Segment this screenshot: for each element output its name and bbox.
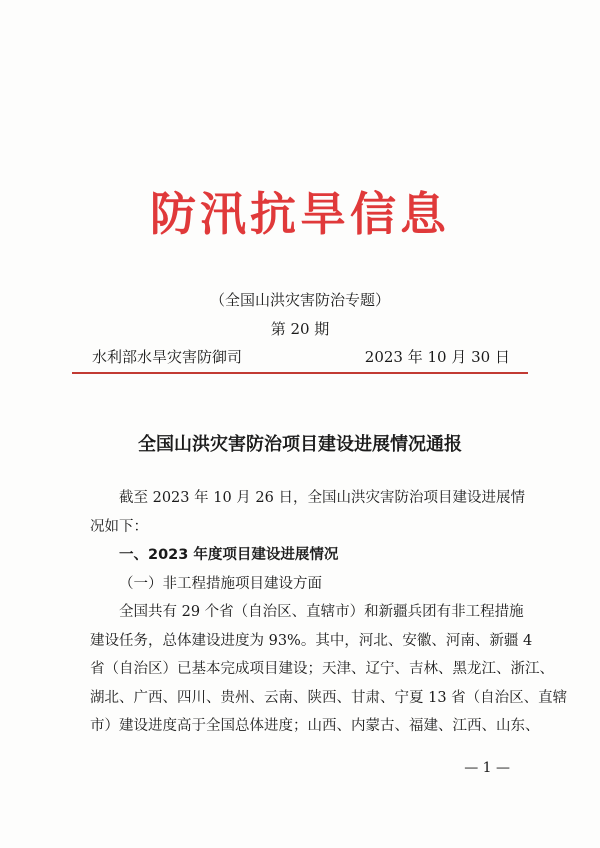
document-body: [90, 484, 568, 741]
document-title: 全国山洪灾害防治项目建设进展情况通报: [138, 434, 462, 455]
section-heading: 一、2023 年度项目建设进展情况: [119, 547, 339, 563]
page-number: — 1 —: [464, 760, 510, 776]
issue-date: 2023 年 10 月 30 日: [364, 348, 510, 366]
issue-number: 第 20 期: [270, 320, 330, 338]
header-divider: [72, 372, 528, 374]
paragraph-line: 市）建设进度高于全国总体进度；山西、内蒙古、福建、江西、山东、: [90, 718, 540, 734]
subsection-heading: （一）非工程措施项目建设方面: [119, 575, 322, 592]
issuing-organization: 水利部水旱灾害防御司: [92, 348, 243, 366]
special-topic-subtitle: （全国山洪灾害防治专题）: [209, 291, 390, 309]
paragraph-line: 况如下：: [90, 518, 148, 535]
paragraph-line: 全国共有 29 个省（自治区、直辖市）和新疆兵团有非工程措施: [119, 604, 524, 620]
paragraph-line: 建设任务，总体建设进度为 93%。其中，河北、安徽、河南、新疆 4: [90, 632, 533, 649]
paragraph-line: 截至 2023 年 10 月 26 日，全国山洪灾害防治项目建设进展情: [119, 490, 525, 506]
paragraph-line: 省（自治区）已基本完成项目建设；天津、辽宁、吉林、黑龙江、浙江、: [90, 661, 554, 677]
masthead-title: 防汛抗旱信息: [150, 187, 450, 241]
paragraph-line: 湖北、广西、四川、贵州、云南、陕西、甘肃、宁夏 13 省（自治区、直辖: [90, 689, 568, 706]
